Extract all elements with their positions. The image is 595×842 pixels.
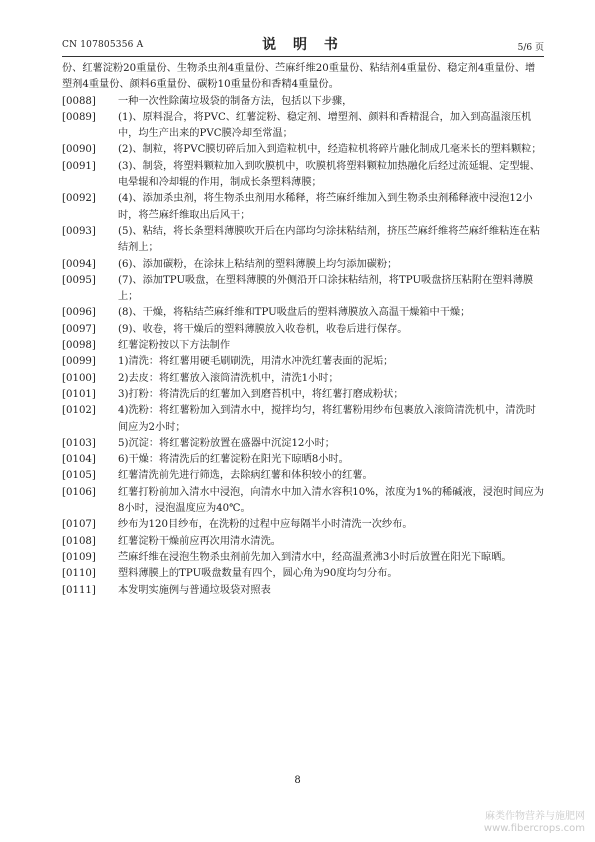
- paragraph-number: [0110]: [62, 568, 96, 580]
- numbered-paragraph: [62, 371, 544, 387]
- numbered-paragraph: [62, 273, 544, 306]
- paragraph-text: (2)、制粒，将PVC膜切碎后加入到造粒机中，经造粒机将碎片融化制成几毫米长的塑料颗粒；: [118, 144, 542, 156]
- page-indicator: 5/6 页: [517, 43, 544, 53]
- paragraph-text: 3)打粉：将清洗后的红薯加入到磨苔机中，将红薯打磨成粉状；: [118, 388, 404, 400]
- numbered-paragraph: [62, 142, 544, 158]
- intro-paragraph: 份、红薯淀粉20重量份、生物杀虫剂4重量份、苎麻纤维20重量份、粘结剂4重量份、稳定剂4重量份、增塑剂4重量份、颜料6重量份、碳粉10重量份和香精4重量份。: [62, 63, 536, 91]
- paragraph-text: (7)、添加TPU吸盘，在塑料薄膜的外侧沿开口涂抹粘结剂，将TPU吸盘挤压粘附在塑料薄膜上；: [118, 274, 534, 303]
- paragraph-number: [0107]: [62, 519, 96, 531]
- paragraph-number: [0105]: [62, 470, 96, 482]
- numbered-paragraph: [62, 468, 544, 484]
- paragraph-number: [0108]: [62, 535, 96, 547]
- numbered-paragraph: [62, 583, 544, 599]
- paragraph-number: [0094]: [62, 258, 96, 270]
- paragraph-text: (1)、原料混合，将PVC、红薯淀粉、稳定剂、增塑剂、颜料和香精混合，加入到高温滚压机中，均生产出来的PVC膜冷却至常温；: [118, 111, 532, 140]
- numbered-paragraph: [62, 224, 544, 257]
- paragraph-text: 一种一次性除菌垃圾袋的制备方法，包括以下步骤，: [118, 95, 353, 107]
- paragraph-number: [0098]: [62, 340, 96, 352]
- paragraph-number: [0088]: [62, 95, 96, 107]
- numbered-paragraph: [62, 452, 544, 468]
- paragraph-number: [0091]: [62, 160, 96, 172]
- paragraph-text: 纱布为120目纱布，在洗粉的过程中应每隔半小时清洗一次纱布。: [118, 519, 413, 531]
- paragraph-number: [0101]: [62, 388, 96, 400]
- numbered-paragraph: [62, 338, 544, 354]
- paragraph-text: (9)、收卷，将干燥后的塑料薄膜放入收卷机，收卷后进行保存。: [118, 323, 408, 335]
- numbered-paragraph: [62, 110, 544, 143]
- paragraph-number: [0092]: [62, 193, 96, 205]
- numbered-paragraph: [62, 566, 544, 582]
- paragraph-number: [0093]: [62, 225, 96, 237]
- paragraph-text: (5)、粘结，将长条塑料薄膜吹开后在内部均匀涂抹粘结剂，挤压苎麻纤维将苎麻纤维粘连在粘结剂上；: [118, 225, 540, 254]
- paragraph-number: [0096]: [62, 307, 96, 319]
- numbered-paragraph: [62, 485, 544, 518]
- paragraph-text: 红薯淀粉干燥前应再次用清水清洗。: [118, 535, 281, 547]
- numbered-paragraph: [62, 354, 544, 370]
- numbered-paragraph: [62, 534, 544, 550]
- paragraph-number: [0090]: [62, 144, 96, 156]
- numbered-paragraph: [62, 94, 544, 110]
- page-title: 说 明 书: [262, 37, 344, 53]
- paragraph-number: [0111]: [62, 584, 96, 596]
- paragraph-number: [0100]: [62, 372, 96, 384]
- paragraph-text: 5)沉淀：将红薯淀粉放置在盛器中沉淀12小时；: [118, 437, 335, 449]
- paragraph-number: [0095]: [62, 274, 96, 286]
- paragraph-text: 4)洗粉：将红薯粉加入到清水中，搅拌均匀，将红薯粉用纱布包裹放入滚筒清洗机中，清洗时间应为2小时；: [118, 405, 536, 433]
- paragraph-text: 红薯打粉前加入清水中浸泡，向清水中加入清水容积10%，浓度为1%的稀碱液，浸泡时间应为8小时，浸泡温度应为40℃。: [118, 486, 544, 515]
- numbered-paragraph: [62, 305, 544, 321]
- paragraph-number: [0104]: [62, 454, 96, 466]
- numbered-paragraph: [62, 257, 544, 273]
- paragraph-text: (3)、制袋，将塑料颗粒加入到吹膜机中，吹膜机将塑料颗粒加热融化后经过流延辊、定型辊、电晕辊和冷却辊的作用，制成长条塑料薄膜；: [118, 160, 540, 189]
- numbered-paragraph: [62, 436, 544, 452]
- watermark-site-name: 麻类作物营养与施肥网: [485, 811, 585, 822]
- watermark: [484, 811, 585, 835]
- page-header: [62, 34, 544, 57]
- paragraph-text: (4)、添加杀虫剂，将生物杀虫剂用水稀释，将苎麻纤维加入到生物杀虫剂稀释液中浸泡12小时，将苎麻纤维取出后风干；: [118, 193, 533, 221]
- paragraph-text: 6)干燥：将清洗后的红薯淀粉在阳光下晾晒8小时。: [118, 454, 349, 466]
- numbered-paragraph: [62, 387, 544, 403]
- numbered-paragraph: [62, 191, 544, 224]
- paragraph-number: [0097]: [62, 323, 96, 335]
- paragraph-list: [62, 94, 544, 599]
- numbered-paragraph: [62, 403, 544, 436]
- paragraph-text: 红薯清洗前先进行筛选，去除病红薯和体积较小的红薯。: [118, 470, 373, 482]
- paragraph-text: (8)、干燥，将粘结苎麻纤维和TPU吸盘后的塑料薄膜放入高温干燥箱中干燥；: [118, 307, 471, 319]
- patent-number: CN 107805356 A: [62, 40, 144, 50]
- paragraph-number: [0099]: [62, 356, 96, 368]
- paragraph-text: 1)清洗：将红薯用硬毛刷刷洗，用清水冲洗红薯表面的泥垢；: [118, 356, 394, 368]
- paragraph-number: [0106]: [62, 486, 96, 498]
- paragraph-text: 苎麻纤维在浸泡生物杀虫剂前先加入到清水中，经高温煮沸3小时后放置在阳光下晾晒。: [118, 551, 512, 563]
- paragraph-text: 本发明实施例与普通垃圾袋对照表: [118, 584, 271, 596]
- numbered-paragraph: [62, 159, 544, 192]
- watermark-url: www.fibercrops.com: [483, 823, 585, 834]
- paragraph-text: 2)去皮：将红薯放入滚筒清洗机中，清洗1小时；: [118, 372, 339, 384]
- page-number: 8: [294, 775, 301, 786]
- paragraph-number: [0109]: [62, 551, 96, 563]
- paragraph-number: [0103]: [62, 437, 96, 449]
- numbered-paragraph: [62, 517, 544, 533]
- numbered-paragraph: [62, 322, 544, 338]
- paragraph-text: 红薯淀粉按以下方法制作: [118, 340, 231, 352]
- paragraph-text: 塑料薄膜上的TPU吸盘数量有四个，圆心角为90度均匀分布。: [118, 568, 398, 580]
- paragraph-text: (6)、添加碳粉，在涂抹上粘结剂的塑料薄膜上均匀添加碳粉；: [118, 258, 398, 270]
- numbered-paragraph: [62, 550, 544, 566]
- paragraph-number: [0089]: [62, 111, 96, 123]
- paragraph-number: [0102]: [62, 405, 96, 417]
- document-body: [62, 61, 544, 599]
